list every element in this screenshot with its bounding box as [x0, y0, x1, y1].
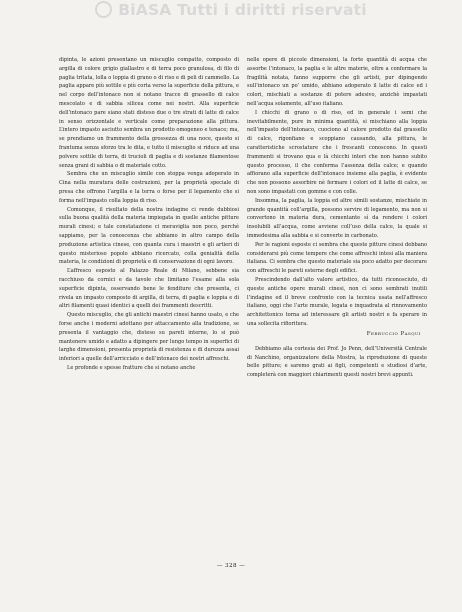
watermark	[0, 1, 462, 19]
footnote: Debbiamo alla cortesia dei Prof. Jo Penn, dell’Università Centrale di Nanchino, organizzatore della Mostra, la riproduzione di queste belle pitture; e saremo grati ai figli, competenti e studiosi d’arte, completerà con maggiori chiarimenti questi nostri brevi appunti.	[247, 345, 427, 379]
paragraph: Prescindendo dall’alto valore artistico, da tutti riconosciuto, di queste antiche opere murali cinesi, non ci sono sembrati inutili l’indagine ed il breve confronto con la tecnica usata nell’affresco italiano, oggi che l’arte murale, legata e inquadrata al rinnovamento architettonico torna ad interessare gli artisti nostri e fa sperare in una sollecita rifioritura.	[247, 276, 427, 327]
paragraph: I chicchi di grano o di riso, ed in generale i semi che inevitabilmente, pure in minima quantità, si mischiano alla loppia nell’impasto dell’intonaco, cuociono al calore prodotto dal grassello di calce, rigonfiano e scoppiano causando, alla pittura, le caratteristiche scrostature che i frescanti conoscono. In questi frammenti si trovano qua e là chicchi interi che non hanno subito questo processo, il che conferma l’assenza della calce; e quando affiorano alla superficie dell’intonaco insieme alla paglia, è evidente che non possono assorbire nè fermare i colori ed il latte di calce, se non sono impastati con gomme e con colle.	[247, 109, 427, 195]
paragraph: L’affresco esposto al Palazzo Reale di Milano, sebbene sia racchiuso da cornici e da tavole che limitano l’esame alla sola superficie dipinta, osservando bene le fenditure che presenta, ci rivela un impasto composto di argilla, di terra, di paglia e loppia e di altri filamenti quasi identici a quelli dei frammenti descritti.	[59, 268, 239, 310]
watermark-text: BiASA Tutti i diritti riservati	[118, 1, 367, 19]
paragraph: nelle opere di piccole dimensioni, la forte quantità di acqua che assorbe l’intonaco, la paglia e le altre materie, oltre a confermare la fragilità notata, fanno supporre che gli artisti, pur dipingendo sull’intonaco un po’ umido, abbiano adoperato il latte di calce ed i colori, mischiati a sostanze di potere adesivo, anzichè impastati nell’acqua solamente, all’uso italiano.	[247, 57, 427, 107]
paragraph: Questo miscuglio, che gli antichi maestri cinesi hanno usato, e che forse anche i moderni adottano per attaccamento alla tradizione, se presenta il vantaggio che, disteso su pareti interne, lo si può mantenere umido e adatto a dipingere per lungo tempo in superfici di larghe dimensioni, presenta proprietà di resistenza e di durezza assai inferiori a quelle dell’arricciato e dell’intonaco dei nostri affreschi.	[59, 312, 239, 363]
paragraph: Sembra che un miscuglio simile con stoppa venga adoperato in Cina nella muratura delle costruzioni, per la proprietà speciale di presa che offrono l’argilla e la terra o forse per il legamento che si forma nell’impasto colla loppia di riso.	[59, 171, 239, 204]
page-number: — 328 —	[216, 563, 246, 569]
seal-icon	[95, 1, 112, 18]
author-signature: Ferruccio Pasqui	[366, 330, 421, 337]
paragraph: Insomma, la paglia, la loppia ed altre simili sostanze, mischiate in grande quantità coll’argilla, possono servire di legamento, ma non si convertono in materia dura, cementante sì da rendere i colori insolubili all’acqua, come avviene coll’uso della calce, la quale si immedesima alla sabbia e si converte in carbonato.	[247, 197, 427, 239]
left-column	[59, 56, 239, 373]
right-column	[247, 56, 427, 380]
paragraph: Comunque, il risultato della nostra indagine ci rende dubbiosi sulla buona qualità della materia impiegata in quelle antiche pitture murali cinesi; e tale constatazione ci meraviglia non poco, perchè sappiamo, per la conoscenza che abbiamo in altro campo della produzione artistica cinese, con quanta cura i maestri e gli artieri di questo misterioso popolo abbiano ricercato, colla genialità della materia, le condizioni di proprietà e di conservazione di ogni lavoro.	[59, 206, 239, 266]
paragraph: dipinta, le azioni presentano un miscuglio compatto, composto di argilla di colore grigio giallastro e di terra poco granulosa, di filo di paglia tritata, lolla o loppia di grano o di riso e di peli di cammello. La paglia appare più sottile e più corta verso la superficie della pittura, e nel corpo dell’intonaco non si notano tracce di grassello di calce mescolato e di sabbia silicea come nei nostri. Alla superficie dell’intonaco pare siano stati disteso due o tre strati di latte di calce in senso orizzontale e verticale come preparazione alla pittura. L’intero impasto asciutto sembra un prodotto omogeneo e tenace; ma, se prendiamo un frammento della grossezza di una noce, questo si frantuma senza sforzo tra le dita, e tutto il miscuglio si riduce ad una polvere sottile di terra, di trucioli di paglia e di sostanze filamentose senza grani di sabbia o di materiale cotto.	[59, 57, 239, 169]
paragraph: Per le ragioni esposte ci sembra che queste pitture cinesi debbano considerarsi più come tempere che come affreschi intesi alla maniera italiana. Ci sembra che questo materiale sia poco adatto per decorare con affreschi le pareti esterne degli edifici.	[247, 241, 427, 275]
paragraph: Le profonde e spesse fratture che si notano anche	[67, 364, 196, 371]
